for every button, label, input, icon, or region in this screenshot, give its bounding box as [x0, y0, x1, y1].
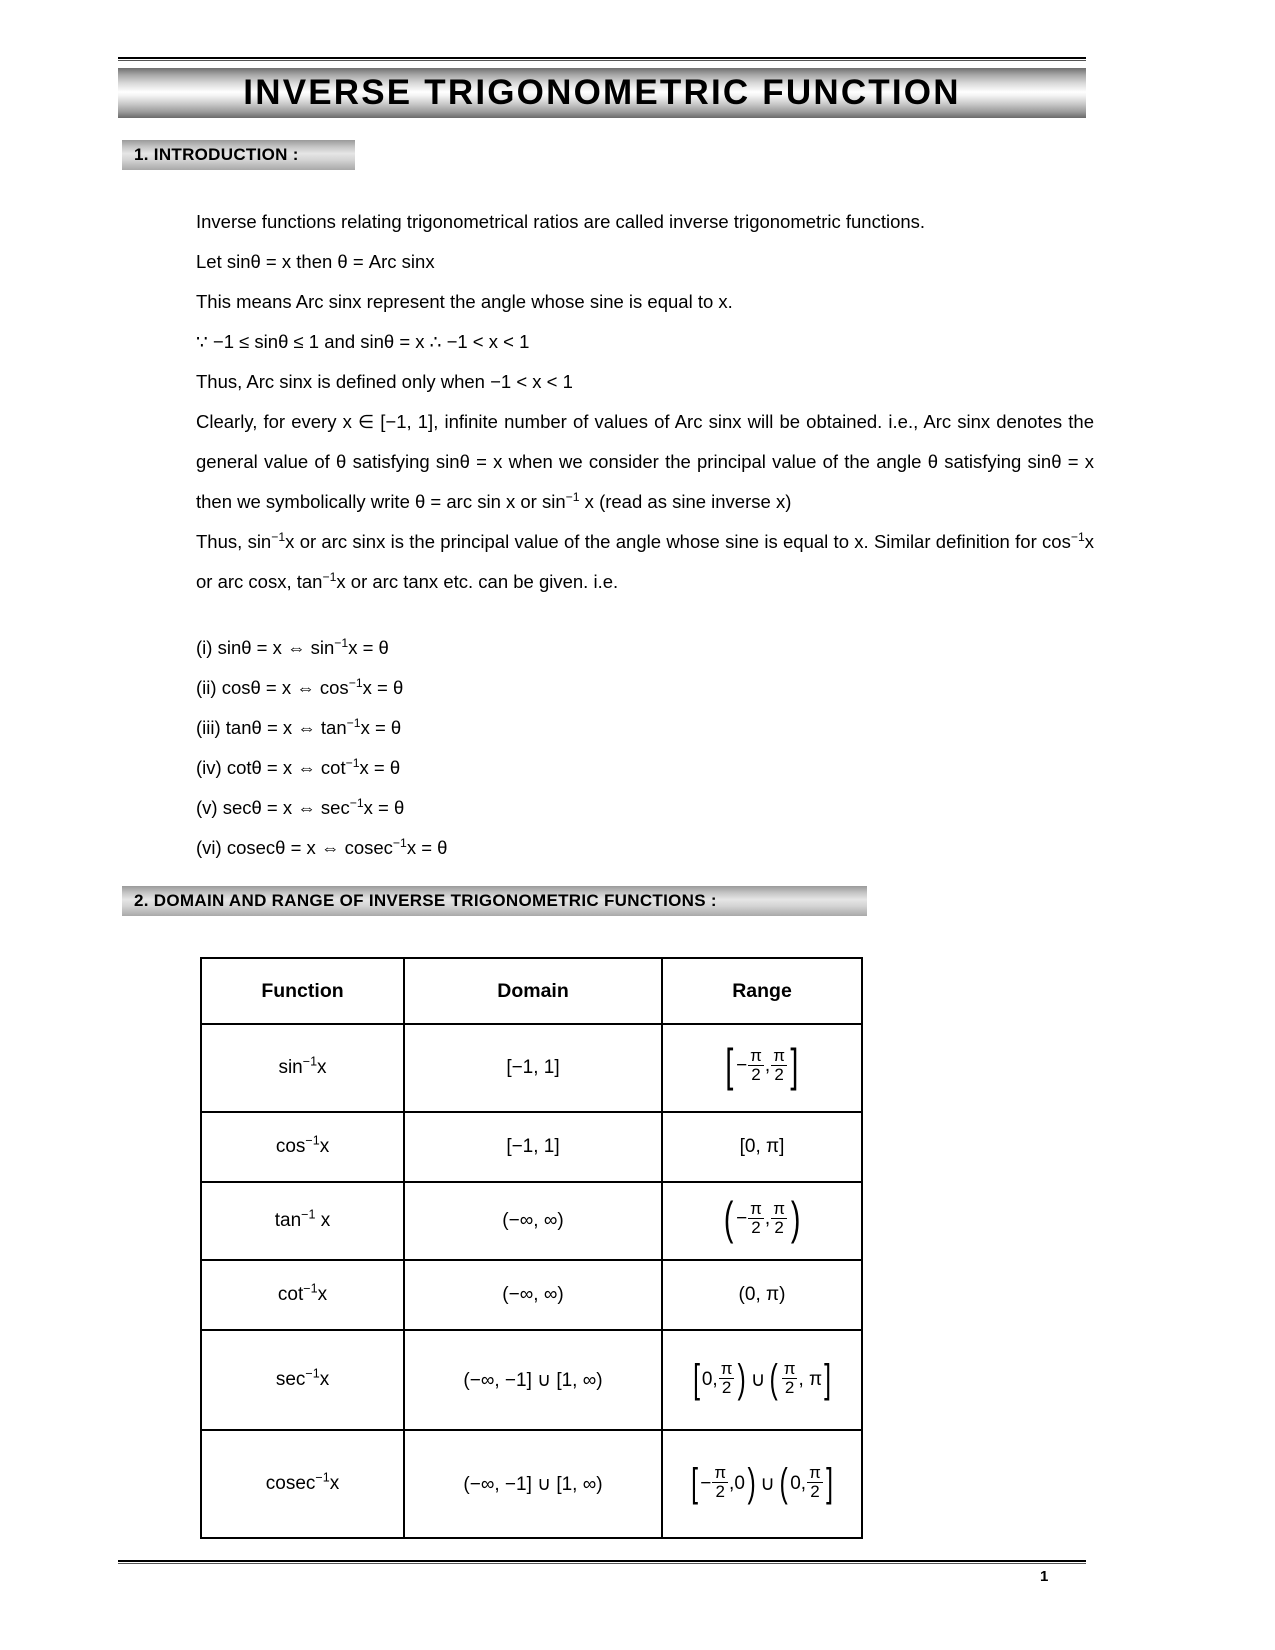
item-lhs: cosθ = x — [221, 677, 292, 698]
iff-arrow-icon: ⇔ — [297, 717, 316, 738]
item-label: (v) — [196, 797, 218, 818]
introduction-body — [196, 202, 1094, 602]
item-rhs-tail: x = θ — [348, 637, 389, 658]
column-header-domain: Domain — [404, 958, 662, 1024]
item-lhs: secθ = x — [222, 797, 293, 818]
item-rhs-sup: −1 — [392, 835, 407, 850]
cell-domain: (−∞, ∞) — [404, 1260, 662, 1330]
cell-range — [662, 1024, 862, 1112]
numerator: π — [773, 1045, 785, 1065]
fn-tail: x — [315, 1210, 331, 1231]
fn-tail: x — [317, 1057, 327, 1078]
segment-end: ,0 — [729, 1472, 745, 1494]
item-rhs-sup: −1 — [349, 795, 364, 810]
item-rhs-tail: x = θ — [362, 677, 404, 698]
cell-function — [201, 1182, 404, 1260]
table-row — [201, 1024, 862, 1112]
item-rhs-fn: tan — [320, 717, 347, 738]
iff-arrow-icon: ⇔ — [287, 637, 306, 658]
domain-range-table — [200, 957, 863, 1539]
fraction — [748, 1047, 764, 1084]
list-item — [196, 668, 447, 708]
fn-base: sec — [275, 1369, 306, 1390]
iff-arrow-icon: ⇔ — [297, 757, 316, 778]
numerator: π — [750, 1198, 762, 1218]
intro-paragraph-2: Let sinθ = x then θ = Arc sinx — [196, 251, 435, 272]
denominator: 2 — [807, 1482, 823, 1501]
intro-p7-part-b: x or arc sinx is the principal value of the angle whose sine is equal to x. Similar definition for cos — [285, 531, 1071, 552]
item-rhs-fn: cos — [319, 677, 349, 698]
denominator: 2 — [748, 1218, 764, 1237]
table-row — [201, 1260, 862, 1330]
item-rhs-sup: −1 — [345, 755, 360, 770]
numerator: π — [783, 1359, 796, 1379]
denominator: 2 — [712, 1482, 728, 1501]
cell-range — [662, 1330, 862, 1430]
fn-base: cosec — [265, 1473, 316, 1494]
section-2-label: 2. DOMAIN AND RANGE OF INVERSE TRIGONOMETRIC FUNCTIONS : — [134, 891, 717, 910]
item-lhs: tanθ = x — [225, 717, 293, 738]
item-rhs-fn: cosec — [344, 837, 393, 858]
fn-sup: −1 — [301, 1207, 316, 1222]
intro-paragraph-1: Inverse functions relating trigonometrical ratios are called inverse trigonometric functions. — [196, 211, 926, 232]
item-rhs-fn: cot — [320, 757, 346, 778]
item-rhs-tail: x = θ — [360, 717, 402, 738]
item-rhs-sup: −1 — [348, 675, 363, 690]
list-item — [196, 708, 447, 748]
fn-tail: x — [317, 1284, 328, 1305]
union-symbol: ∪ — [750, 1369, 766, 1392]
denominator: 2 — [771, 1065, 787, 1084]
item-rhs-tail: x = θ — [359, 757, 401, 778]
numerator: π — [714, 1463, 727, 1483]
fn-sup: −1 — [302, 1054, 318, 1069]
section-heading-introduction — [122, 140, 355, 170]
range-expression: [ 0, $\frac{\pi}{2}$ ) ∪ ( $\frac{\pi}{2}$ , π ] — [692, 1356, 832, 1401]
table-row — [201, 1330, 862, 1430]
intro-p7-sup-3: −1 — [322, 569, 337, 584]
fraction — [807, 1464, 823, 1501]
list-item — [196, 788, 447, 828]
item-rhs-sup: −1 — [346, 715, 361, 730]
fn-sup: −1 — [315, 1470, 330, 1485]
segment-end: , π — [798, 1368, 823, 1390]
item-label: (iv) — [196, 757, 222, 778]
cell-domain: [−1, 1] — [404, 1112, 662, 1182]
intro-paragraph-5: Thus, Arc sinx is defined only when −1 < x < 1 — [196, 371, 573, 392]
fraction — [712, 1464, 728, 1501]
segment-start: 0, — [701, 1368, 718, 1390]
section-1-label: 1. INTRODUCTION : — [134, 145, 299, 164]
fn-sup: −1 — [305, 1133, 320, 1148]
cell-function — [201, 1260, 404, 1330]
header-rule — [118, 57, 1086, 61]
iff-arrow-icon: ⇔ — [297, 797, 316, 818]
numerator: π — [750, 1045, 762, 1065]
item-label: (ii) — [196, 677, 217, 698]
list-item — [196, 628, 447, 668]
table-row — [201, 1430, 862, 1538]
item-rhs-tail: x = θ — [363, 797, 405, 818]
intro-paragraph-6 — [196, 402, 1094, 522]
intro-p6-superscript: −1 — [565, 489, 580, 504]
range-expression: ( − $\frac{\pi}{2}$ , $\frac{\pi}{2}$ ) — [723, 1192, 801, 1245]
item-rhs-tail: x = θ — [406, 837, 448, 858]
intro-p6-part-d: x (read as sine inverse x) — [579, 491, 792, 512]
item-rhs-fn: sec — [320, 797, 350, 818]
intro-p6-part-a: Clearly, for every x — [196, 411, 358, 432]
fn-base: tan — [274, 1210, 302, 1231]
column-header-function: Function — [201, 958, 404, 1024]
column-header-range: Range — [662, 958, 862, 1024]
item-lhs: cosecθ = x — [226, 837, 316, 858]
section-heading-domain-range — [122, 886, 867, 916]
denominator: 2 — [748, 1065, 764, 1084]
item-label: (iii) — [196, 717, 221, 738]
list-item — [196, 748, 447, 788]
range-expression: [ − $\frac{\pi}{2}$ , $\frac{\pi}{2}$ ] — [725, 1039, 799, 1092]
separator: , — [764, 1055, 771, 1077]
fn-tail: x — [319, 1369, 330, 1390]
fraction — [771, 1047, 787, 1084]
cell-function — [201, 1112, 404, 1182]
item-rhs-fn: sin — [310, 637, 335, 658]
fn-tail: x — [329, 1473, 340, 1494]
intro-p7-part-a: Thus, sin — [196, 531, 272, 552]
fn-base: sin — [278, 1057, 303, 1078]
intro-paragraph-4: ∵ −1 ≤ sinθ ≤ 1 and sinθ = x ∴ −1 < x < 1 — [196, 331, 530, 352]
minus-sign: − — [700, 1472, 712, 1494]
item-label: (i) — [196, 637, 213, 658]
page-number: 1 — [1040, 1568, 1049, 1585]
item-lhs: sinθ = x — [217, 637, 282, 658]
denominator: 2 — [771, 1218, 787, 1237]
fn-base: cos — [275, 1136, 306, 1157]
intro-p7-sup-2: −1 — [1070, 529, 1085, 544]
intro-paragraph-7 — [196, 522, 1094, 602]
iff-arrow-icon: ⇔ — [296, 677, 315, 698]
fn-sup: −1 — [303, 1281, 318, 1296]
denominator: 2 — [782, 1378, 798, 1397]
list-item — [196, 828, 447, 868]
cell-range — [662, 1182, 862, 1260]
fn-base: cot — [277, 1284, 304, 1305]
cell-function — [201, 1430, 404, 1538]
item-rhs-sup: −1 — [334, 635, 349, 650]
document-title-banner — [118, 68, 1086, 118]
minus-sign: − — [736, 1208, 748, 1230]
item-label: (vi) — [196, 837, 222, 858]
intro-paragraph-3: This means Arc sinx represent the angle whose sine is equal to x. — [196, 291, 733, 312]
range-expression: [ − $\frac{\pi}{2}$ ,0 ) ∪ ( 0, $\frac{\pi}{2}$ ] — [691, 1460, 833, 1505]
cell-domain: [−1, 1] — [404, 1024, 662, 1112]
minus-sign: − — [736, 1055, 748, 1077]
cell-range: [0, π] — [662, 1112, 862, 1182]
page-title: INVERSE TRIGONOMETRIC FUNCTION — [243, 73, 961, 112]
footer-rule — [118, 1560, 1086, 1564]
cell-function — [201, 1024, 404, 1112]
intro-p6-part-c: [−1, 1], infinite number of values of Arc sinx will be obtained. i.e., Arc sinx denotes the general value of θ satisfying sinθ = x when we consider the principal value of the angle θ satisfying sinθ = x then we symbolically write θ = arc sin x or sin — [196, 411, 1094, 512]
element-of-symbol: ∈ — [357, 411, 375, 432]
separator: , — [764, 1208, 771, 1230]
union-symbol: ∪ — [760, 1473, 775, 1496]
fraction — [782, 1360, 798, 1397]
fraction — [748, 1200, 764, 1237]
fn-sup: −1 — [305, 1366, 320, 1381]
intro-p7-part-c: x or arc cosx, tan — [196, 531, 1094, 592]
item-lhs: cotθ = x — [226, 757, 293, 778]
fraction — [719, 1360, 735, 1397]
cell-function — [201, 1330, 404, 1430]
fn-tail: x — [319, 1136, 330, 1157]
intro-p7-sup-1: −1 — [271, 529, 286, 544]
segment-start: 0, — [790, 1472, 807, 1494]
table-row — [201, 1112, 862, 1182]
cell-range: (0, π) — [662, 1260, 862, 1330]
iff-arrow-icon: ⇔ — [320, 837, 340, 858]
numerator: π — [773, 1198, 785, 1218]
table-header-row — [201, 958, 862, 1024]
fraction — [771, 1200, 787, 1237]
cell-domain: (−∞, ∞) — [404, 1182, 662, 1260]
cell-range — [662, 1430, 862, 1538]
equivalence-list — [196, 628, 447, 868]
numerator: π — [809, 1463, 821, 1483]
table-row — [201, 1182, 862, 1260]
numerator: π — [720, 1359, 733, 1379]
denominator: 2 — [719, 1378, 735, 1397]
intro-p7-part-d: x or arc tanx etc. can be given. i.e. — [336, 571, 619, 592]
cell-domain: (−∞, −1] ∪ [1, ∞) — [404, 1430, 662, 1538]
cell-domain: (−∞, −1] ∪ [1, ∞) — [404, 1330, 662, 1430]
